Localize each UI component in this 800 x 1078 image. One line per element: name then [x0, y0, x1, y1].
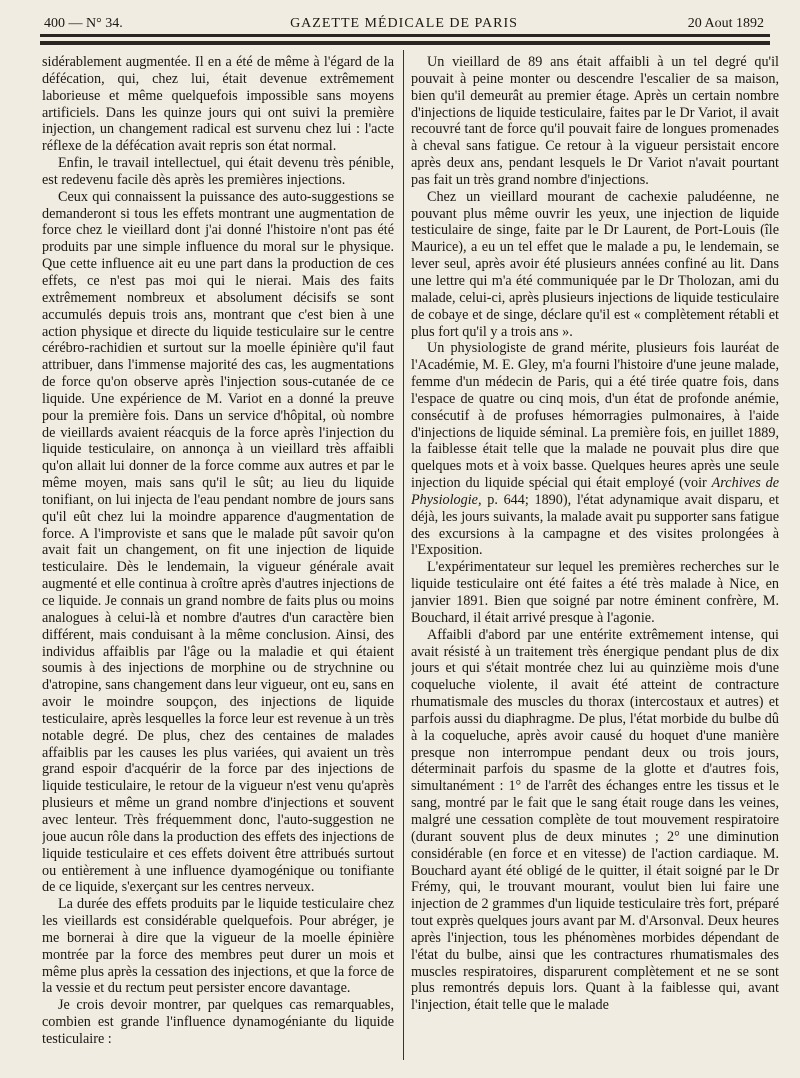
page-header: [44, 6, 764, 32]
column-divider: [403, 50, 404, 1060]
journal-title: GAZETTE MÉDICALE DE PARIS: [290, 16, 518, 31]
left-column: [42, 54, 394, 1060]
right-column: [411, 54, 779, 1060]
header-rule-thick: [40, 41, 770, 45]
paragraph: La durée des effets produits par le liquide testiculaire chez les vieillards est considérable quelquefois. Pour abréger, je me bornerai à dire que la vigueur de la moelle épinière montrée par la force des membres peut durer un mois et même plus après la cessation des injections, et que la force de la vessie et du rectum peut persister encore davantage.: [42, 896, 394, 997]
paragraph: Affaibli d'abord par une entérite extrêmement intense, qui avait résisté à un traitement très énergique pendant plus de dix jours et qui s'était montrée chez lui au quinzième mois d'une coqueluche violente, il avait été atteint de contracture rhumatismale des muscles du thorax (intercostaux et autres) et parfois aussi du diaphragme. De plus, l'état morbide du bulbe dû à la coqueluche, après avoir causé du hoquet d'une manière presque non interrompue pendant deux ou trois jours, déterminait parfois du spasme de la glotte et d'autres fois, simultanément : 1° de l'arrêt des échanges entre les tissus et le sang, montré par le fait que le sang était rouge dans les veines, malgré une cessation complète de tout mouvement respiratoire (durant souvent plus de deux minutes ; 2° une diminution considérable (en force et en vitesse) de l'action cardiaque. M. Bouchard ayant été obligé de le quitter, il était soigné par le Dr Frémy, qui, le trouvant mourant, voulut bien lui faire une injection de 2 grammes d'un liquide testiculaire très fort, préparé tout exprès quelques jours avant par M. d'Arsonval. Deux heures après l'injection, tous les phénomènes morbides dépendant de l'état du bulbe, ainsi que les contractures rhumatismales des muscles respiratoires, disparurent complètement et ne se sont plus remontrés depuis lors. Quant à la faiblesse qui, avant l'injection, était telle que le malade: [411, 626, 779, 1014]
paragraph: Je crois devoir montrer, par quelques cas remarquables, combien est grande l'influence dynamogéniante du liquide testiculaire :: [42, 997, 394, 1047]
journal-citation: Archives de Physiologie,: [411, 475, 779, 508]
paragraph: [411, 340, 779, 559]
paragraph: Un vieillard de 89 ans était affaibli à un tel degré qu'il pouvait à peine monter ou descendre l'escalier de sa maison, bien qu'il demeurât au premier étage. Après un certain nombre d'injections de liquide testiculaire, faites par le Dr Variot, il avait recouvré tant de force qu'il pouvait faire de longues promenades à cheval sans fatigue. Ce retour à la vigueur persistait encore après deux ans, pendant lesquels le Dr Variot n'avait pourtant pas fait un très grand nombre d'injections.: [411, 54, 779, 188]
paragraph: Enfin, le travail intellectuel, qui était devenu très pénible, est redevenu facile dès après les premières injections.: [42, 155, 394, 188]
paragraph: L'expérimentateur sur lequel les premières recherches sur le liquide testiculaire ont été faites a été très malade à Nice, en janvier 1891. Bien que soigné par notre éminent confrère, M. Bouchard, il était arrivé presque à l'agonie.: [411, 559, 779, 626]
paragraph-text: p. 644; 1890), l'état adynamique avait disparu, et déjà, les jours suivants, la malade avait pu supporter sans fatigue des excursions à la campagne et des visites prolongées à l'Exposition.: [411, 491, 779, 559]
paragraph: Chez un vieillard mourant de cachexie paludéenne, ne pouvant plus même ouvrir les yeux, une injection de liquide testiculaire de singe, faite par le Dr Laurent, de Port-Louis (île Maurice), a eu un tel effet que le malade a pu, le lendemain, se lever seul, après avoir été plusieurs années confiné au lit. Dans une lettre qui m'a été communiquée par le Dr Tholozan, ami du malade, celui-ci, après plusieurs injections de liquide testiculaire de cobaye et de singe, déclare qu'il est « complètement rétabli et plus fort qu'il y a trois ans ».: [411, 188, 779, 340]
header-rule-thin: [40, 34, 770, 37]
paragraph: Ceux qui connaissent la puissance des auto-suggestions se demanderont si tous les effets montrant une augmentation de force chez le vieillard dont j'ai donné l'histoire n'ont pas été produits par une simple influence du moral sur le physique. Que cette influence ait eu une part dans la production de ces effets, ce n'est pas moi qui le nierai. Mais des faits extrêmement nombreux et absolument décisifs se sont accumulés depuis trois ans, montrant que c'est bien à une action physique et directe du liquide testiculaire sur le centre cérébro-rachidien et surtout sur la moelle épinière qu'il faut attribuer, dans l'immense majorité des cas, les augmentations de force qu'on observe après l'injection sous-cutanée de ce liquide. Une expérience de M. Variot en a donné la preuve pour la première fois. Dans un service d'hôpital, où nombre de vieillards avaient réacquis de la force après l'injection du liquide testiculaire, on annonça à un vieillard très affaibli qu'on allait lui donner de la force comme aux autres et par le même moyen, mais sans qu'il le sût; au lieu du liquide tonifiant, on lui injecta de l'eau pendant nombre de jours sans qu'il eût chez lui la moindre apparence d'augmentation de force. A l'improviste et sans que le malade pût savoir qu'on avait fait un changement, on fit une injection de liquide testiculaire. Dès le lendemain, la vigueur générale avait augmenté et elle continua à croître après d'autres injections de ce liquide. Je connais un grand nombre de faits plus ou moins analogues à celui-là et nombre d'autres d'un caractère bien différent, mais conduisant à la même conclusion. Ainsi, des individus affaiblis par l'âge ou la maladie et qui étaient soumis à des injections de morphine ou de strychnine ou d'atropine, sans changement dans leur vigueur, ont eu, sans en avoir le moindre soupçon, des injections de liquide testiculaire, après lesquelles la force leur est revenue à un très notable degré. De plus, chez des centaines de malades affaiblis par les causes les plus variées, qui avaient un très grand espoir d'acquérir de la force par des injections de liquide testiculaire, le retour de la vigueur n'est venu qu'après plusieurs et même un grand nombre d'injections et souvent avec lenteur. Très fréquemment donc, l'auto-suggestion ne joue aucun rôle dans la production des effets des injections de liquide testiculaire et ces effets doivent être attribués surtout ou entièrement à une influence dyamogénique ou tonifiante de ce liquide, s'exerçant sur les centres nerveux.: [42, 188, 394, 896]
paragraph: sidérablement augmentée. Il en a été de même à l'égard de la défécation, qui, chez lui, était devenue extrêmement laborieuse et même quelquefois impossible sans moyens artificiels. Dans les quinze jours qui ont suivi la première injection, un changement radical est survenu chez lui : l'acte réflexe de la défécation avait repris son état normal.: [42, 54, 394, 155]
issue-date: 20 Aout 1892: [687, 16, 764, 31]
page-number: 400 — N° 34.: [44, 16, 123, 31]
paragraph-text: Un physiologiste de grand mérite, plusieurs fois lauréat de l'Académie, M. E. Gley, m'a fourni l'histoire d'une jeune malade, femme d'un médecin de Paris, qui a été tirée quatre fois, dans l'espace de quatre ou cinq mois, d'un état de profonde anémie, consécutif à de profuses hémorragies pulmonaires, à l'aide d'injections de liquide séminal. La première fois, en juillet 1889, la faiblesse était telle que la malade ne pouvait plus dire que quelques mots et à voix basse. Quelques heures après une seule injection du liquide spécial qui était employé (voir: [411, 340, 779, 492]
